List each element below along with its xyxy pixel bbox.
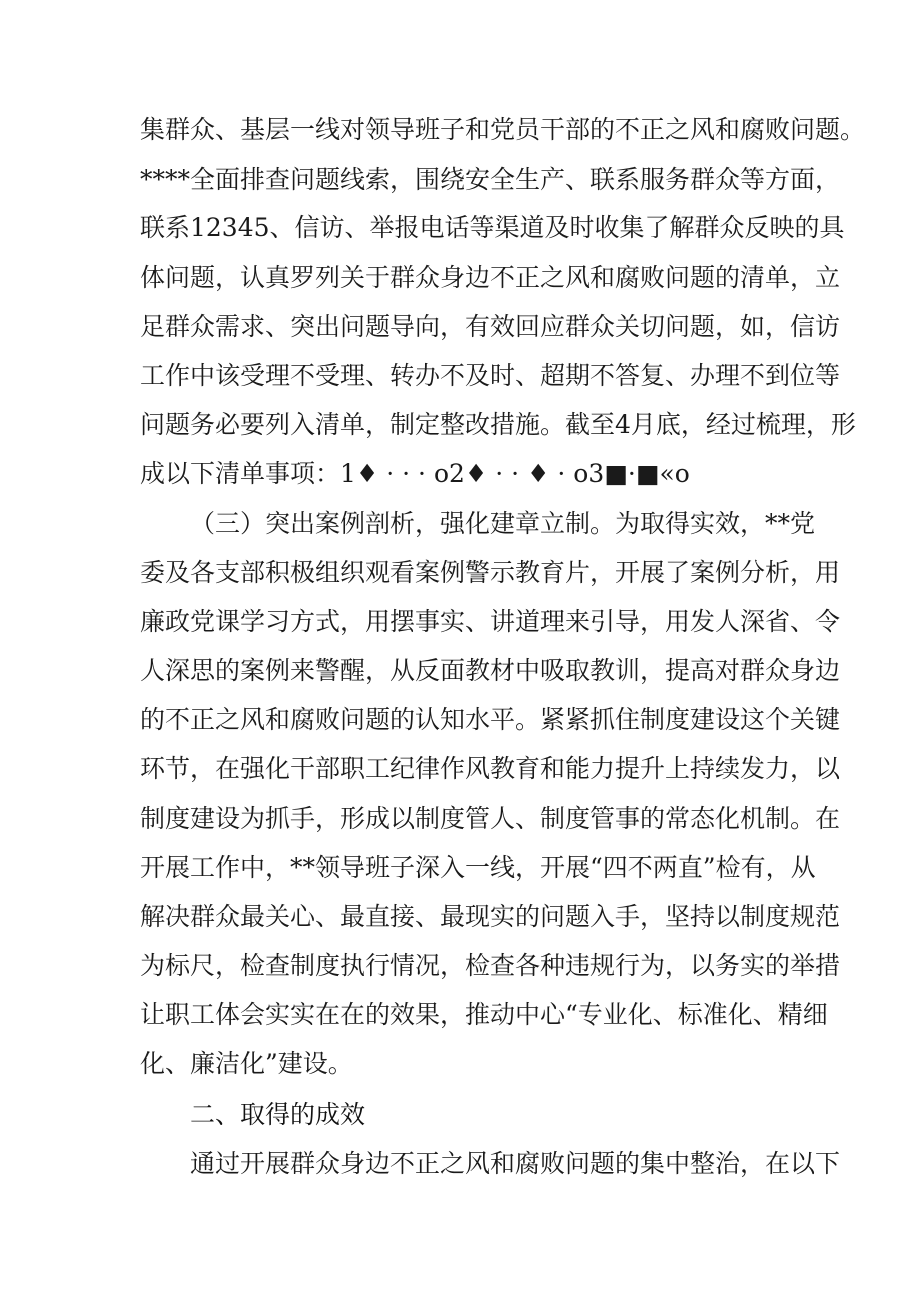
paragraph-line: 开展工作中，**领导班子深入一线，开展“四不两直”检有，从 [140,853,816,882]
paragraph-line: 制度建设为抓手，形成以制度管人、制度管事的常态化机制。在 [140,804,841,833]
paragraph-line: 工作中该受理不受理、转办不及时、超期不答复、办理不到位等 [140,361,841,390]
paragraph-line: 解决群众最关心、最直接、最现实的问题入手，坚持以制度规范 [140,902,841,931]
paragraph-line: （三）突出案例剖析，强化建章立制。为取得实效，**党 [190,509,816,538]
paragraph-line: 的不正之风和腐败问题的认知水平。紧紧抓住制度建设这个关键 [140,705,841,734]
paragraph-line: ****全面排查问题线索，围绕安全生产、联系服务群众等方面， [140,165,841,194]
paragraph-line: 环节，在强化干部职工纪律作风教育和能力提升上持续发力，以 [140,754,841,783]
paragraph-line: 足群众需求、突出问题导向，有效回应群众关切问题，如，信访 [140,312,841,341]
paragraph-line: 廉政党课学习方式，用摆事实、讲道理来引导，用发人深省、令 [140,607,841,636]
paragraph-line: 体问题，认真罗列关于群众身边不正之风和腐败问题的清单，立 [140,263,841,292]
paragraph-line: 让职工体会实实在在的效果，推动中心“专业化、标准化、精细 [140,1000,828,1029]
paragraph-line: 人深思的案例来警醒，从反面教材中吸取教训，提高对群众身边 [140,656,841,685]
paragraph-line: 为标尺，检查制度执行情况，检查各种违规行为，以务实的举措 [140,951,841,980]
paragraph-line: 成以下清单事项：1♦ · · · o2♦ · · ♦ · o3■·■«o [140,459,690,488]
paragraph-line: 委及各支部积极组织观看案例警示教育片，开展了案例分析，用 [140,558,841,587]
paragraph-line: 化、廉洁化”建设。 [140,1049,353,1078]
paragraph-line: 问题务必要列入清单，制定整改措施。截至4月底，经过梳理，形 [140,410,856,439]
paragraph-line: 集群众、基层一线对领导班子和党员干部的不正之风和腐败问题。 [140,115,866,144]
paragraph-line: 通过开展群众身边不正之风和腐败问题的集中整治，在以下 [190,1149,841,1178]
paragraph-line: 联系12345、信访、举报电话等渠道及时收集了解群众反映的具 [140,213,845,242]
section-heading: 二、取得的成效 [190,1100,366,1129]
